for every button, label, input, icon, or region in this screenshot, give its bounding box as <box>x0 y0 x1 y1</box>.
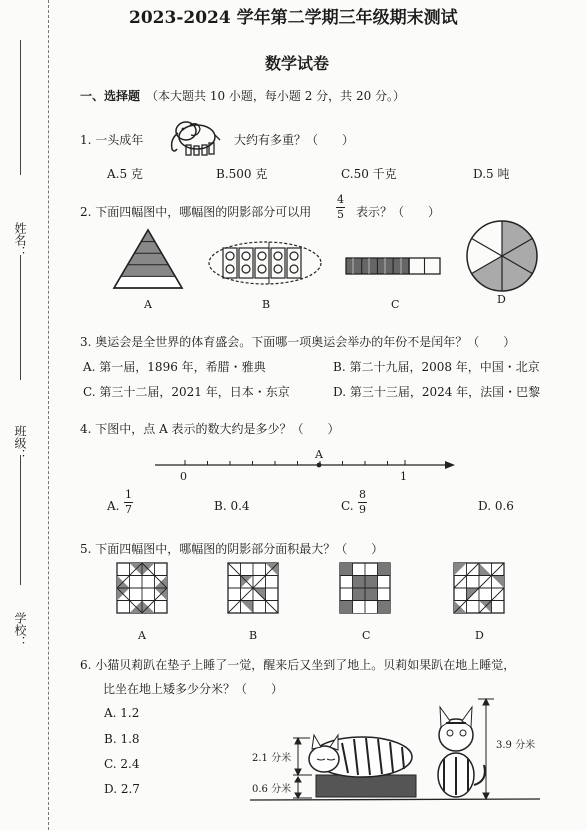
q6-option-a: A. 1.2 <box>104 706 140 720</box>
q1-stem-end: 大约有多重？（ ） <box>234 133 355 147</box>
q6-option-c: C. 2.4 <box>104 757 140 771</box>
q1-option-d: D.5 吨 <box>473 167 510 181</box>
q2-label-d: D <box>497 293 506 306</box>
class-underline <box>20 255 21 380</box>
q5-stem: 5. 下面四幅图中，哪幅图的阴影部分面积最大？（ ） <box>80 542 384 556</box>
q3-option-c: C. 第三十二届，2021 年，日本・东京 <box>83 385 290 399</box>
q4-option-d: D. 0.6 <box>478 499 514 513</box>
q1-stem-start: 1. 一头成年 <box>80 133 144 147</box>
q4-option-c-fraction <box>358 488 367 517</box>
q2-figure-a-triangle <box>112 228 184 290</box>
name-underline <box>20 40 21 175</box>
q5-label-d: D <box>475 629 484 642</box>
name-label: 姓名： <box>13 222 27 258</box>
q5-figure-b <box>227 562 279 614</box>
binding-line <box>48 0 49 830</box>
sitting-cat-icon <box>438 707 485 797</box>
school-underline <box>20 455 21 585</box>
q3-option-b: B. 第二十九届，2008 年，中国・北京 <box>333 360 540 374</box>
q3-stem: 3. 奥运会是全世界的体育盛会。下面哪一项奥运会举办的年份不是闰年？（ ） <box>80 335 516 349</box>
page-subtitle: 数学试卷 <box>265 54 330 73</box>
q2-fraction-denominator: 5 <box>337 208 344 221</box>
q1-option-a: A.5 克 <box>107 167 143 181</box>
q3-option-d: D. 第三十三届，2024 年，法国・巴黎 <box>333 385 541 399</box>
q4-c-denominator: 9 <box>359 503 366 516</box>
class-label: 班级： <box>13 425 27 461</box>
q5-figure-a <box>116 562 168 614</box>
elephant-icon <box>164 113 222 161</box>
q5-label-a: A <box>138 629 146 642</box>
q4-option-c-prefix: C. <box>341 499 354 513</box>
q2-label-a: A <box>144 298 152 311</box>
q2-figure-b-ellipse <box>207 240 323 286</box>
q4-tick-one: 1 <box>400 470 407 483</box>
q4-option-a-fraction <box>124 488 133 517</box>
q4-c-numerator: 8 <box>359 488 366 501</box>
q5-label-b: B <box>249 629 258 642</box>
q6-stem-line1: 6. 小猫贝莉趴在垫子上睡了一觉，醒来后又坐到了地上。贝莉如果趴在地上睡觉， <box>80 658 516 672</box>
q1-option-b: B.500 克 <box>216 167 268 181</box>
q4-point-label: A <box>315 448 323 461</box>
q2-fraction-numerator: 4 <box>337 193 344 206</box>
q2-figure-d-circle <box>465 219 539 293</box>
q4-a-numerator: 1 <box>125 488 132 501</box>
q6-measure-mat-to-top: 2.1 分米 <box>252 753 292 764</box>
q2-fraction <box>336 193 345 222</box>
q4-tick-zero: 0 <box>180 470 187 483</box>
q2-label-c: C <box>391 298 400 311</box>
section-heading: 一、选择题 <box>80 89 141 103</box>
q6-measure-sitting: 3.9 分米 <box>496 740 536 751</box>
school-label: 学校： <box>13 612 27 648</box>
q4-a-denominator: 7 <box>125 503 132 516</box>
q2-figure-c-strip <box>345 256 441 278</box>
q5-figure-d <box>453 562 505 614</box>
q2-label-b: B <box>262 298 271 311</box>
q4-stem: 4. 下图中，点 A 表示的数大约是多少？（ ） <box>80 422 340 436</box>
q5-label-c: C <box>362 629 371 642</box>
section-note: （本大题共 10 小题，每小题 2 分，共 20 分。） <box>146 89 406 103</box>
q4-option-a-prefix: A. <box>107 499 120 513</box>
q4-option-b: B. 0.4 <box>214 499 250 513</box>
page-title: 2023-2024 学年第二学期三年级期末测试 <box>129 8 458 28</box>
q6-measure-mat: 0.6 分米 <box>252 784 292 795</box>
q5-figure-c <box>339 562 391 614</box>
q2-stem-start: 2. 下面四幅图中，哪幅图的阴影部分可以用 <box>80 205 312 219</box>
q6-stem-line2: 比坐在地上矮多少分米？（ ） <box>103 682 284 696</box>
q3-option-a: A. 第一届，1896 年，希腊・雅典 <box>83 360 266 374</box>
q1-option-c: C.50 千克 <box>341 167 397 181</box>
q6-option-d: D. 2.7 <box>104 782 140 796</box>
q4-number-line <box>155 455 455 477</box>
sleeping-cat-icon <box>309 735 412 777</box>
q2-stem-end: 表示？（ ） <box>356 205 441 219</box>
q6-option-b: B. 1.8 <box>104 732 140 746</box>
